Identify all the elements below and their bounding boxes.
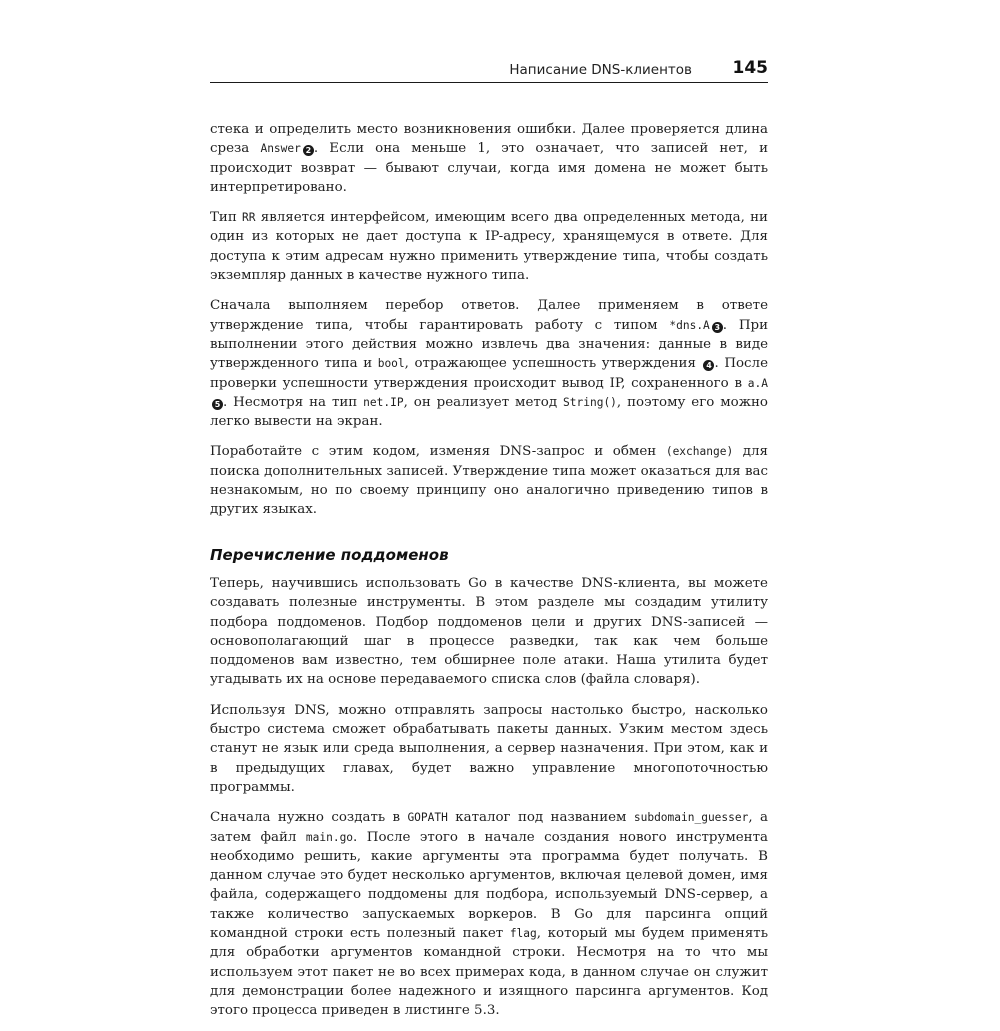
text-run: Тип — [210, 210, 243, 226]
running-title: Написание DNS-клиентов — [509, 62, 692, 78]
text-run: , он реализует метод — [403, 394, 564, 410]
text-run: . После проверки успешности утверждения происходит вывод IP, сохраненного в — [210, 356, 768, 391]
text-run: , поэтому его можно легко вывести на экран. — [210, 394, 768, 430]
paragraph-gopath — [210, 808, 768, 1020]
text-run: стека и определить место возникновения ошибки. Далее проверяется длина среза — [210, 122, 768, 157]
code-flag: flag — [509, 926, 537, 940]
code-net-ip: net.IP — [363, 395, 404, 409]
page-header — [210, 58, 768, 83]
text-run: . При выполнении этого действия можно извлечь два значения: данные в виде утвержденного типа и — [210, 317, 768, 372]
text-run: . Несмотря на тип — [223, 394, 364, 410]
text-run: , который мы будем применять для обработки аргументов командной строки. Несмотря на то что мы используем этот пакет не во всех примерах кода, в данном случае он служит для демонстрации более надежного и изящного парсинга аргументов. Код этого процесса приведен в листинге 5.3. — [210, 925, 768, 1019]
paragraph-subdomain-intro: Теперь, научившись использовать Go в качестве DNS-клиента, вы можете создавать полезные инструменты. В этом разделе мы создадим утилиту подбора поддоменов. Подбор поддоменов цели и других DNS-записей — основополагающий шаг в процессе разведки, так как чем больше поддоменов вам известно, тем обширнее поле атаки. Наша утилита будет угадывать их на основе передаваемого списка слов (файла словаря). — [210, 575, 768, 688]
code-main-go: main.go — [305, 830, 354, 844]
text-run: . После этого в начале создания нового инструмента необходимо решить, какие аргументы эта программа будет получать. В данном случае это будет несколько аргументов, включая целевой домен, имя файла, содержащего поддомены для подбора, используемый DNS-сервер, а также количество запускаемых воркеров. В Go для парсинга опций командной строки есть полезный пакет — [210, 829, 768, 941]
code-string-method: String() — [563, 395, 617, 409]
code-a-a: a.A — [747, 376, 768, 390]
code-answer: Answer — [260, 142, 301, 156]
paragraph-exchange — [210, 442, 768, 519]
text-run: является интерфейсом, имеющим всего два определенных метода, ни один из которых не дает доступа к IP-адресу, хранящемуся в ответе. Для доступа к этим адресам нужно применить утверждение типа, чтобы создать экземпляр данных в качестве нужного типа. — [210, 210, 768, 284]
paragraph-rr-interface — [210, 208, 768, 285]
text-run: . Если она меньше 1, это означает, что записей нет, и происходит возврат — бывают случаи, когда имя домена не может быть интерпретировано. — [210, 141, 768, 195]
text-run: , а затем файл — [210, 810, 768, 845]
code-exchange: (exchange) — [665, 445, 734, 459]
text-run: , отражающее успешность утверждения — [404, 356, 702, 372]
text-run: для поиска дополнительных записей. Утверждение типа может оказаться для вас незнакомым, но по своему принципу оно аналогично приведению типов в других языках. — [210, 444, 768, 518]
page-number: 145 — [732, 58, 768, 78]
callout-marker-4: 4 — [703, 360, 714, 371]
paragraph-dns-speed: Используя DNS, можно отправлять запросы настолько быстро, насколько быстро система сможет обрабатывать пакеты данных. Узким местом здесь станут не язык или среда выполнения, а сервер назначения. При этом, как и в предыдущих главах, будет важно управление многопоточностью программы. — [210, 702, 768, 795]
code-subdomain-guesser: subdomain_guesser — [633, 811, 749, 825]
page-body — [210, 120, 768, 1031]
callout-marker-3: 3 — [712, 322, 723, 333]
callout-marker-2: 2 — [303, 145, 314, 156]
section-heading: Перечисление поддоменов — [210, 545, 449, 564]
code-gopath: GOPATH — [407, 811, 448, 825]
code-bool: bool — [377, 357, 405, 371]
callout-marker-5: 5 — [212, 399, 223, 410]
code-rr: RR — [242, 211, 256, 225]
paragraph-answer-length — [210, 120, 768, 197]
text-run: Сначала выполняем перебор ответов. Далее применяем в ответе утверждение типа, чтобы гарантировать работу с типом — [210, 298, 768, 333]
text-run: Сначала нужно создать в — [210, 810, 408, 826]
paragraph-type-assertion — [210, 296, 768, 431]
text-run: каталог под названием — [447, 810, 634, 826]
text-run: Поработайте с этим кодом, изменяя DNS-запрос и обмен — [210, 444, 666, 460]
code-dns-a: *dns.A — [669, 318, 710, 332]
